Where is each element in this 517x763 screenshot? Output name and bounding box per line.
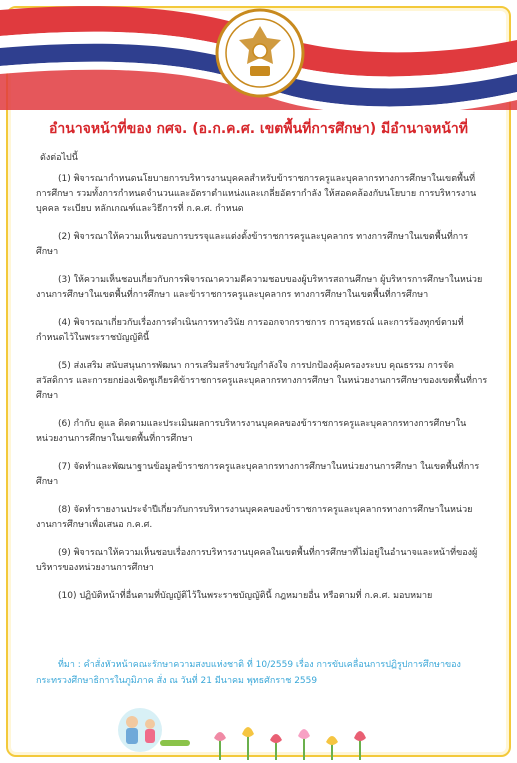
duty-item-1: (1) พิจารณากำหนดนโยบายการบริหารงานบุคคลสำหรับข้าราชการครูและบุคลากรทางการศึกษาในเขตพื้นที่การศึกษา รวมทั้งการกำหนดจำนวนและอัตราตำแหน่งและเกลี่ยอัตรากำลัง ให้สอดคล้องกับนโยบาย การบริหารงานบุคคล ระเบียบ หลักเกณฑ์และวิธีการที่ ก.ค.ศ. กำหนด [36, 174, 477, 214]
ministry-of-education-seal-icon [215, 8, 305, 98]
tulip-group [214, 727, 366, 760]
duty-item-5: (5) ส่งเสริม สนับสนุนการพัฒนา การเสริมสร้างขวัญกำลังใจ การปกป้องคุ้มครองระบบ คุณธรรม การจัดสวัสดิการ และการยกย่องเชิดชูเกียรติข้าราชการครูและบุคลากรทางการศึกษา ในหน่วยงานการศึกษาของเขตพื้นที่การศึกษา [36, 361, 488, 401]
duty-list [36, 172, 488, 617]
duty-item-2: (2) พิจารณาให้ความเห็นชอบการบรรจุและแต่งตั้งข้าราชการครูและบุคลากร ทางการศึกษาในเขตพื้นที่การศึกษา [36, 232, 469, 257]
duty-item-8: (8) จัดทำรายงานประจำปีเกี่ยวกับการบริหารงานบุคคลของข้าราชการครูและบุคลากรทางการศึกษาในหน่วยงานการศึกษาเพื่อเสนอ ก.ค.ศ. [36, 505, 473, 530]
intro-text: ดังต่อไปนี้ [40, 153, 78, 163]
page-title: อำนาจหน้าที่ของ กศจ. (อ.ก.ค.ศ. เขตพื้นที่การศึกษา) มีอำนาจหน้าที่ [48, 121, 468, 137]
children-and-tulips-illustration [0, 700, 517, 760]
duty-item-7: (7) จัดทำและพัฒนาฐานข้อมูลข้าราชการครูและบุคลากรทางการศึกษาในหน่วยงานการศึกษา ในเขตพื้นที่การศึกษา [36, 462, 480, 487]
duty-item-10: (10) ปฏิบัติหน้าที่อื่นตามที่บัญญัติไว้ในพระราชบัญญัตินี้ กฎหมายอื่น หรือตามที่ ก.ค.ศ. มอบหมาย [58, 591, 433, 601]
source-note: ที่มา : คำสั่งหัวหน้าคณะรักษาความสงบแห่งชาติ ที่ 10/2559 เรื่อง การขับเคลื่อนการปฏิรูปการศึกษาของกระทรวงศึกษาธิการในภูมิภาค สั่ง ณ วันที่ 21 มีนาคม พุทธศักราช 2559 [36, 660, 461, 686]
duty-item-6: (6) กำกับ ดูแล ติดตามและประเมินผลการบริหารงานบุคคลของข้าราชการครูและบุคลากรทางการศึกษาในหน่วยงานการศึกษาในเขตพื้นที่การศึกษา [36, 419, 467, 444]
duty-item-4: (4) พิจารณาเกี่ยวกับเรื่องการดำเนินการทางวินัย การออกจากราชการ การอุทธรณ์ และการร้องทุกข์ตามที่กำหนดไว้ในพระราชบัญญัตินี้ [36, 318, 464, 343]
duty-item-9: (9) พิจารณาให้ความเห็นชอบเรื่องการบริหารงานบุคคลในเขตพื้นที่การศึกษาที่ไม่อยู่ในอำนาจและหน้าที่ของผู้บริหารของหน่วยงานการศึกษา [36, 548, 478, 573]
duty-item-3: (3) ให้ความเห็นชอบเกี่ยวกับการพิจารณาความดีความชอบของผู้บริหารสถานศึกษา ผู้บริหารการศึกษาในหน่วยงานการศึกษาในเขตพื้นที่การศึกษา และข้าราชการครูและบุคลากร ทางการศึกษาในเขตพื้นที่การศึกษา [36, 275, 483, 300]
